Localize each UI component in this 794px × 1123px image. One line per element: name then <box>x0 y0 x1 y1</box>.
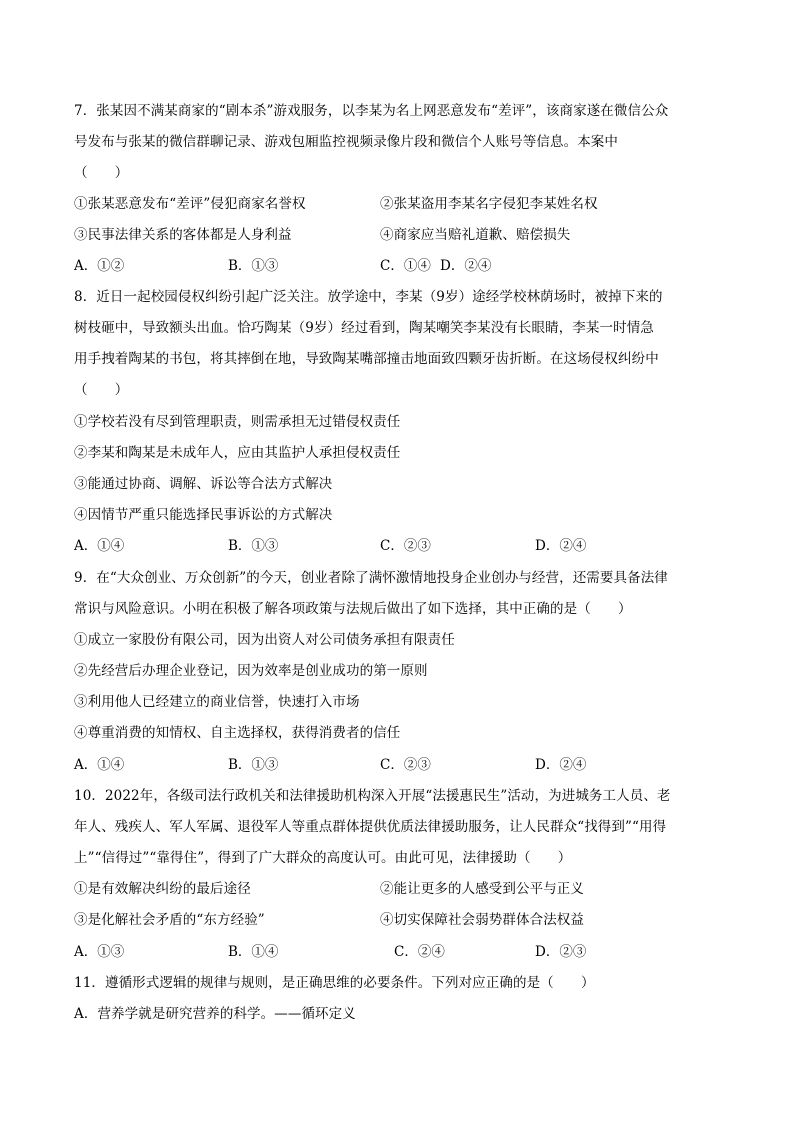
q10-stem-line-2: 年人、残疾人、军人军属、退役军人等重点群体提供优质法律援助服务，让人民群众“找得到”“用得 <box>74 819 667 835</box>
q8-stem-line-3: 用手拽着陶某的书包，将其摔倒在地，导致陶某嘴部撞击地面致四颗牙齿折断。在这场侵权纠纷中 <box>74 351 659 367</box>
q7-choice-d[interactable]: D．②④ <box>440 258 492 274</box>
q8-choice-b[interactable]: B．①③ <box>228 538 279 554</box>
q9-statement-4: ④尊重消费的知情权、自主选择权，获得消费者的信任 <box>74 725 401 741</box>
q8-answer-blank: （ ） <box>74 382 129 398</box>
q8-statement-4: ④因情节严重只能选择民事诉讼的方式解决 <box>74 507 333 523</box>
q7-answer-blank: （ ） <box>74 165 129 181</box>
q8-choice-d[interactable]: D．②④ <box>535 538 587 554</box>
q8-statement-2: ②李某和陶某是未成年人，应由其监护人承担侵权责任 <box>74 445 401 461</box>
q7-stem-line-1: 7．张某因不满某商家的“剧本杀”游戏服务，以李某为名上网恶意发布“差评”，该商家遂在微信公众 <box>74 103 669 119</box>
q7-statement-1: ①张某恶意发布“差评”侵犯商家名誉权 <box>74 196 306 212</box>
q9-stem-line-1: 9．在“大众创业、万众创新”的今天，创业者除了满怀激情地投身企业创办与经营，还需要具备法律 <box>74 570 668 586</box>
q9-choice-a[interactable]: A．①④ <box>74 757 125 773</box>
q9-statement-2: ②先经营后办理企业登记，因为效率是创业成功的第一原则 <box>74 663 428 679</box>
q10-statement-1: ①是有效解决纠纷的最后途径 <box>74 881 251 897</box>
q7-choice-b[interactable]: B．①③ <box>228 258 279 274</box>
q7-stem-line-2: 号发布与张某的微信群聊记录、游戏包厢监控视频录像片段和微信个人账号等信息。本案中 <box>74 134 618 150</box>
q9-statement-3: ③利用他人已经建立的商业信誉，快速打入市场 <box>74 694 360 710</box>
q10-statement-3: ③是化解社会矛盾的“东方经验” <box>74 912 265 928</box>
q10-choice-c[interactable]: C．②④ <box>394 944 445 960</box>
q9-choice-b[interactable]: B．①③ <box>228 757 279 773</box>
q10-statement-2: ②能让更多的人感受到公平与正义 <box>380 881 584 897</box>
q7-statement-4: ④商家应当赔礼道歉、赔偿损失 <box>380 227 571 243</box>
q7-choice-a[interactable]: A．①② <box>74 258 125 274</box>
q7-choice-c[interactable]: C．①④ <box>380 258 431 274</box>
q8-statement-3: ③能通过协商、调解、诉讼等合法方式解决 <box>74 476 333 492</box>
q8-statement-1: ①学校若没有尽到管理职责，则需承担无过错侵权责任 <box>74 414 401 430</box>
q8-choice-a[interactable]: A．①④ <box>74 538 125 554</box>
q7-statement-3: ③民事法律关系的客体都是人身利益 <box>74 227 292 243</box>
q9-choice-d[interactable]: D．②④ <box>535 757 587 773</box>
q10-stem-line-3: 上”“信得过”“靠得住”，得到了广大群众的高度认可。由此可见，法律援助（ ） <box>74 850 572 866</box>
q10-choice-a[interactable]: A．①③ <box>74 944 125 960</box>
q8-choice-c[interactable]: C．②③ <box>380 538 431 554</box>
q10-stem-line-1: 10．2022年，各级司法行政机关和法律援助机构深入开展“法援惠民生”活动，为进城务工人员、老 <box>74 788 671 804</box>
q8-stem-line-1: 8．近日一起校园侵权纠纷引起广泛关注。放学途中，李某（9岁）途经学校林荫场时，被掉下来的 <box>74 289 663 305</box>
q10-choice-b[interactable]: B．①④ <box>228 944 279 960</box>
q9-stem-line-2: 常识与风险意识。小明在积极了解各项政策与法规后做出了如下选择，其中正确的是（ ） <box>74 601 632 617</box>
q9-choice-c[interactable]: C．②③ <box>380 757 431 773</box>
q10-statement-4: ④切实保障社会弱势群体合法权益 <box>380 912 584 928</box>
q7-statement-2: ②张某盗用李某名字侵犯李某姓名权 <box>380 196 598 212</box>
q9-statement-1: ①成立一家股份有限公司，因为出资人对公司债务承担有限责任 <box>74 632 455 648</box>
q8-stem-line-2: 树枝砸中，导致额头出血。恰巧陶某（9岁）经过看到，陶某嘲笑李某没有长眼睛，李某一时情急 <box>74 320 654 336</box>
q11-choice-a[interactable]: A．营养学就是研究营养的科学。——循环定义 <box>74 1006 356 1022</box>
q11-stem-line-1: 11．遵循形式逻辑的规律与规则，是正确思维的必要条件。下列对应正确的是（ ） <box>74 975 595 991</box>
q10-choice-d[interactable]: D．②③ <box>535 944 587 960</box>
